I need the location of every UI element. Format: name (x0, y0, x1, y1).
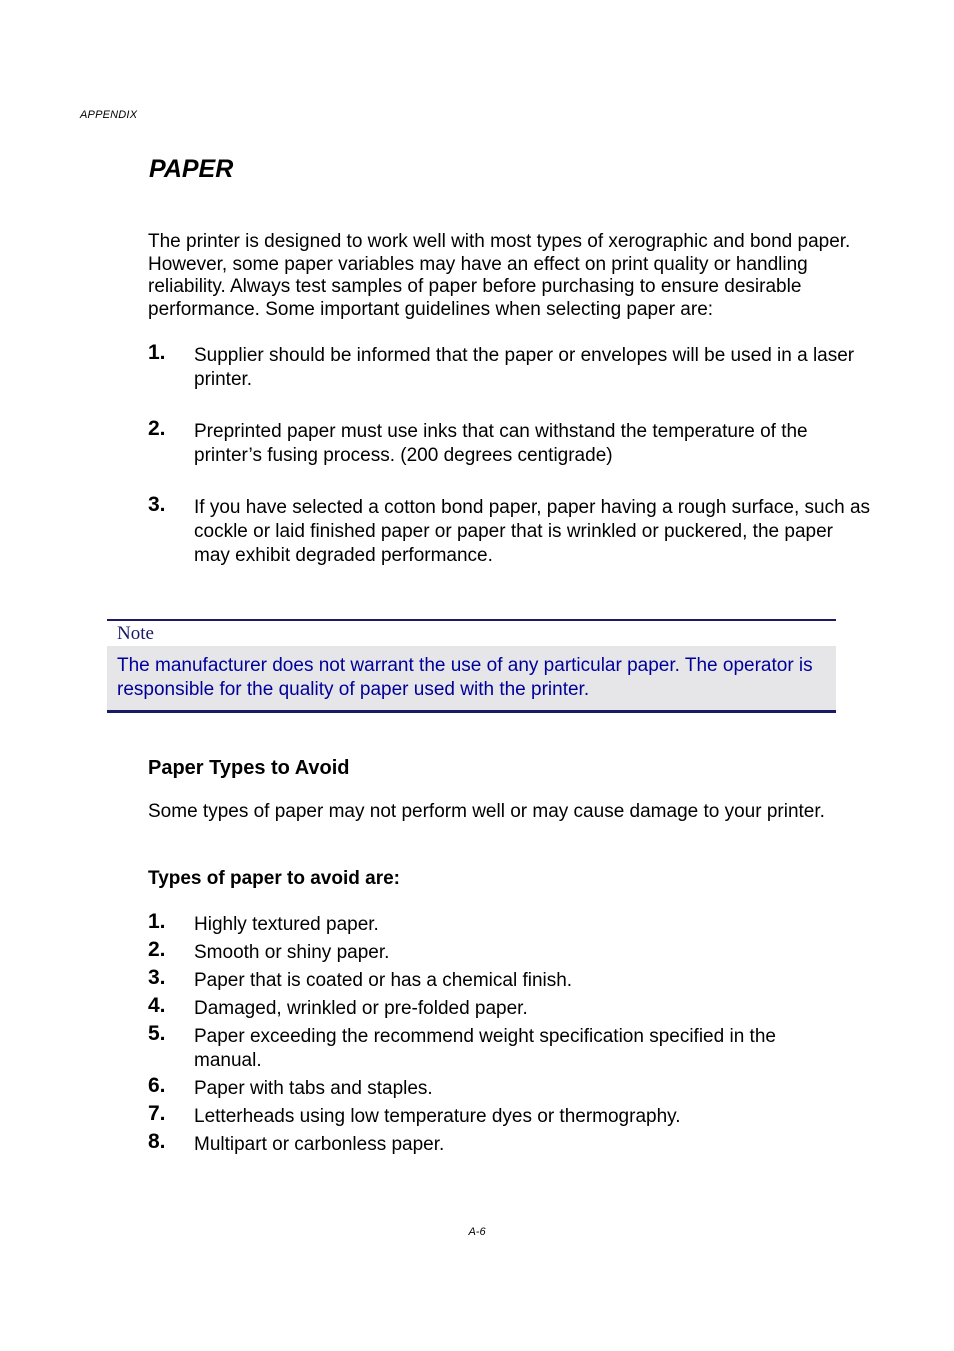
list-number: 2. (148, 417, 166, 440)
list-item (148, 994, 848, 1021)
note-box (107, 619, 836, 713)
list-text: Multipart or carbonless paper. (194, 1134, 445, 1155)
guidelines-list (148, 341, 871, 596)
list-number: 3. (148, 493, 166, 516)
running-header: APPENDIX (80, 109, 138, 121)
list-number: 6. (148, 1074, 166, 1097)
list-number: 7. (148, 1102, 166, 1125)
list-number: 5. (148, 1022, 166, 1045)
avoid-intro-paragraph: Some types of paper may not perform well or may cause damage to your printer. (148, 801, 825, 822)
list-text: If you have selected a cotton bond paper, paper having a rough surface, such as cockle or laid finished paper or paper that is wrinkled or puckered, the paper may exhibit degraded performance. (194, 497, 871, 566)
list-number: 2. (148, 938, 166, 961)
list-number: 1. (148, 910, 166, 933)
section-title: PAPER (149, 155, 234, 183)
list-item (148, 910, 848, 937)
list-text: Damaged, wrinkled or pre-folded paper. (194, 998, 528, 1019)
list-text: Smooth or shiny paper. (194, 942, 390, 963)
list-number: 1. (148, 341, 166, 364)
avoid-list (148, 910, 848, 1161)
avoid-list-heading: Types of paper to avoid are: (148, 868, 400, 889)
list-item (148, 1022, 848, 1073)
list-item (148, 1074, 848, 1101)
list-item (148, 1130, 848, 1157)
list-item (148, 493, 871, 568)
list-text: Preprinted paper must use inks that can withstand the temperature of the printer’s fusing process. (200 degrees centigrade) (194, 421, 808, 466)
list-number: 8. (148, 1130, 166, 1153)
list-item (148, 966, 848, 993)
note-label: Note (117, 623, 154, 644)
intro-paragraph: The printer is designed to work well with most types of xerographic and bond paper. However, some paper variables may have an effect on print quality or handling reliability. Always test samples of paper before purchasing to ensure desirable performance. Some important guidelines when selecting paper are: (148, 231, 851, 320)
list-text: Paper with tabs and staples. (194, 1078, 433, 1099)
list-number: 3. (148, 966, 166, 989)
list-text: Paper that is coated or has a chemical finish. (194, 970, 573, 991)
list-text: Paper exceeding the recommend weight specification specified in the manual. (194, 1026, 776, 1071)
list-text: Supplier should be informed that the paper or envelopes will be used in a laser printer. (194, 345, 855, 390)
list-number: 4. (148, 994, 166, 1017)
list-item (148, 1102, 848, 1129)
list-item (148, 417, 870, 468)
page-number: A-6 (468, 1226, 486, 1238)
list-text: Highly textured paper. (194, 914, 379, 935)
note-text: The manufacturer does not warrant the use of any particular paper. The operator is responsible for the quality of paper used with the printer. (107, 646, 836, 710)
list-item (148, 341, 870, 392)
subheading-paper-types-to-avoid: Paper Types to Avoid (148, 757, 350, 779)
list-item (148, 938, 848, 965)
list-text: Letterheads using low temperature dyes or thermography. (194, 1106, 681, 1127)
